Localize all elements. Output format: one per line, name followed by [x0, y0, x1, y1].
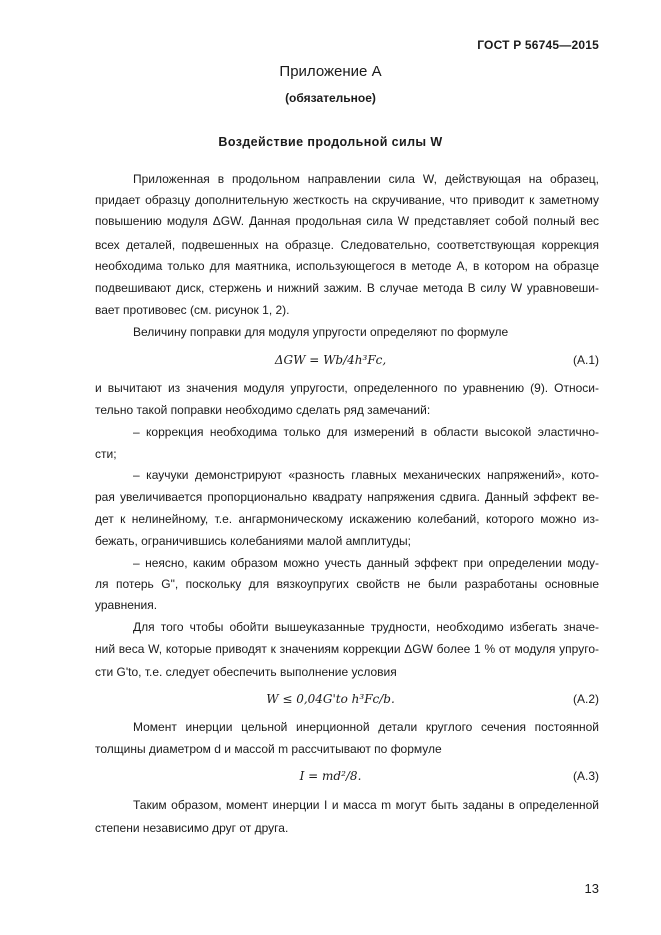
text-line: вает противовес (см. рисунок 1, 2).: [95, 303, 290, 317]
list-item-line: – коррекция необходима только для измерений в области высокой эластично-: [133, 425, 599, 439]
text-line: толщины диаметром d и массой m рассчитывают по формуле: [95, 742, 442, 756]
text-line: степени независимо друг от друга.: [95, 821, 289, 835]
text-line: Приложенная в продольном направлении сила W, действующая на образец,: [133, 172, 599, 186]
document-header: ГОСТ Р 56745—2015: [477, 38, 599, 52]
page-number: 13: [584, 881, 599, 896]
text-line: придает образцу дополнительную жесткость на скручивание, что приводит к заметному: [95, 193, 599, 207]
text-line: и вычитают из значения модуля упругости, определенного по уравнению (9). Относи-: [95, 381, 599, 395]
list-item-line: – каучуки демонстрируют «разность главных механических напряжений», кото-: [133, 468, 599, 482]
list-item-line: дет к нелинейному, т.е. ангармоническому искажению колебаний, которого можно из-: [95, 512, 599, 526]
list-item-line: ля потерь G", поскольку для вязкоупругих свойств не были разработаны основные: [95, 577, 599, 591]
text-line: ний веса W, которые приводят к значениям коррекции ΔGW более 1 % от модуля упруго-: [95, 642, 599, 656]
section-title: Воздействие продольной силы W: [218, 135, 443, 149]
text-line: Момент инерции цельной инерционной детали круглого сечения постоянной: [133, 720, 599, 734]
list-item-line: рая увеличивается пропорционально квадрату напряжения сдвига. Данный эффект ве-: [95, 490, 599, 504]
list-item-line: сти;: [95, 447, 117, 461]
formula-number: (A.3): [572, 769, 599, 783]
text-line: тельно такой поправки необходимо сделать ряд замечаний:: [95, 403, 431, 417]
list-item-line: уравнения.: [95, 598, 158, 612]
text-line: всех деталей, подвешенных на образце. Следовательно, соответствующая коррекция: [95, 238, 599, 252]
text-line: повышению модуля ΔGW. Данная продольная сила W представляет собой полный вес: [95, 214, 599, 228]
list-item-line: бежать, ограничившись колебаниями малой амплитуды;: [95, 534, 411, 548]
text-line: Величину поправки для модуля упругости определяют по формуле: [133, 325, 509, 339]
text-line: необходима только для маятника, использующегося в методе А, в котором на образце: [95, 259, 599, 273]
formula-number: (A.2): [572, 692, 599, 706]
text-line: Таким образом, момент инерции I и масса m могут быть заданы в определенной: [133, 798, 599, 812]
list-item-line: – неясно, каким образом можно учесть данный эффект при определении моду-: [133, 556, 599, 570]
formula: W ≤ 0,04G'tο h³Fc/b.: [266, 692, 395, 706]
appendix-title: Приложение А: [279, 63, 382, 80]
appendix-subtitle: (обязательное): [285, 91, 376, 105]
text-line: подвешивают диск, стержень и нижний зажим. В случае метода В силу W уравновеши-: [95, 281, 599, 295]
formula: I = md²/8.: [299, 769, 362, 783]
formula: ΔGW = Wb/4h³Fc,: [274, 353, 387, 367]
text-line: сти G'tο, т.е. следует обеспечить выполнение условия: [95, 665, 397, 679]
text-line: Для того чтобы обойти вышеуказанные трудности, необходимо избегать значе-: [133, 620, 599, 634]
formula-number: (A.1): [572, 353, 599, 367]
